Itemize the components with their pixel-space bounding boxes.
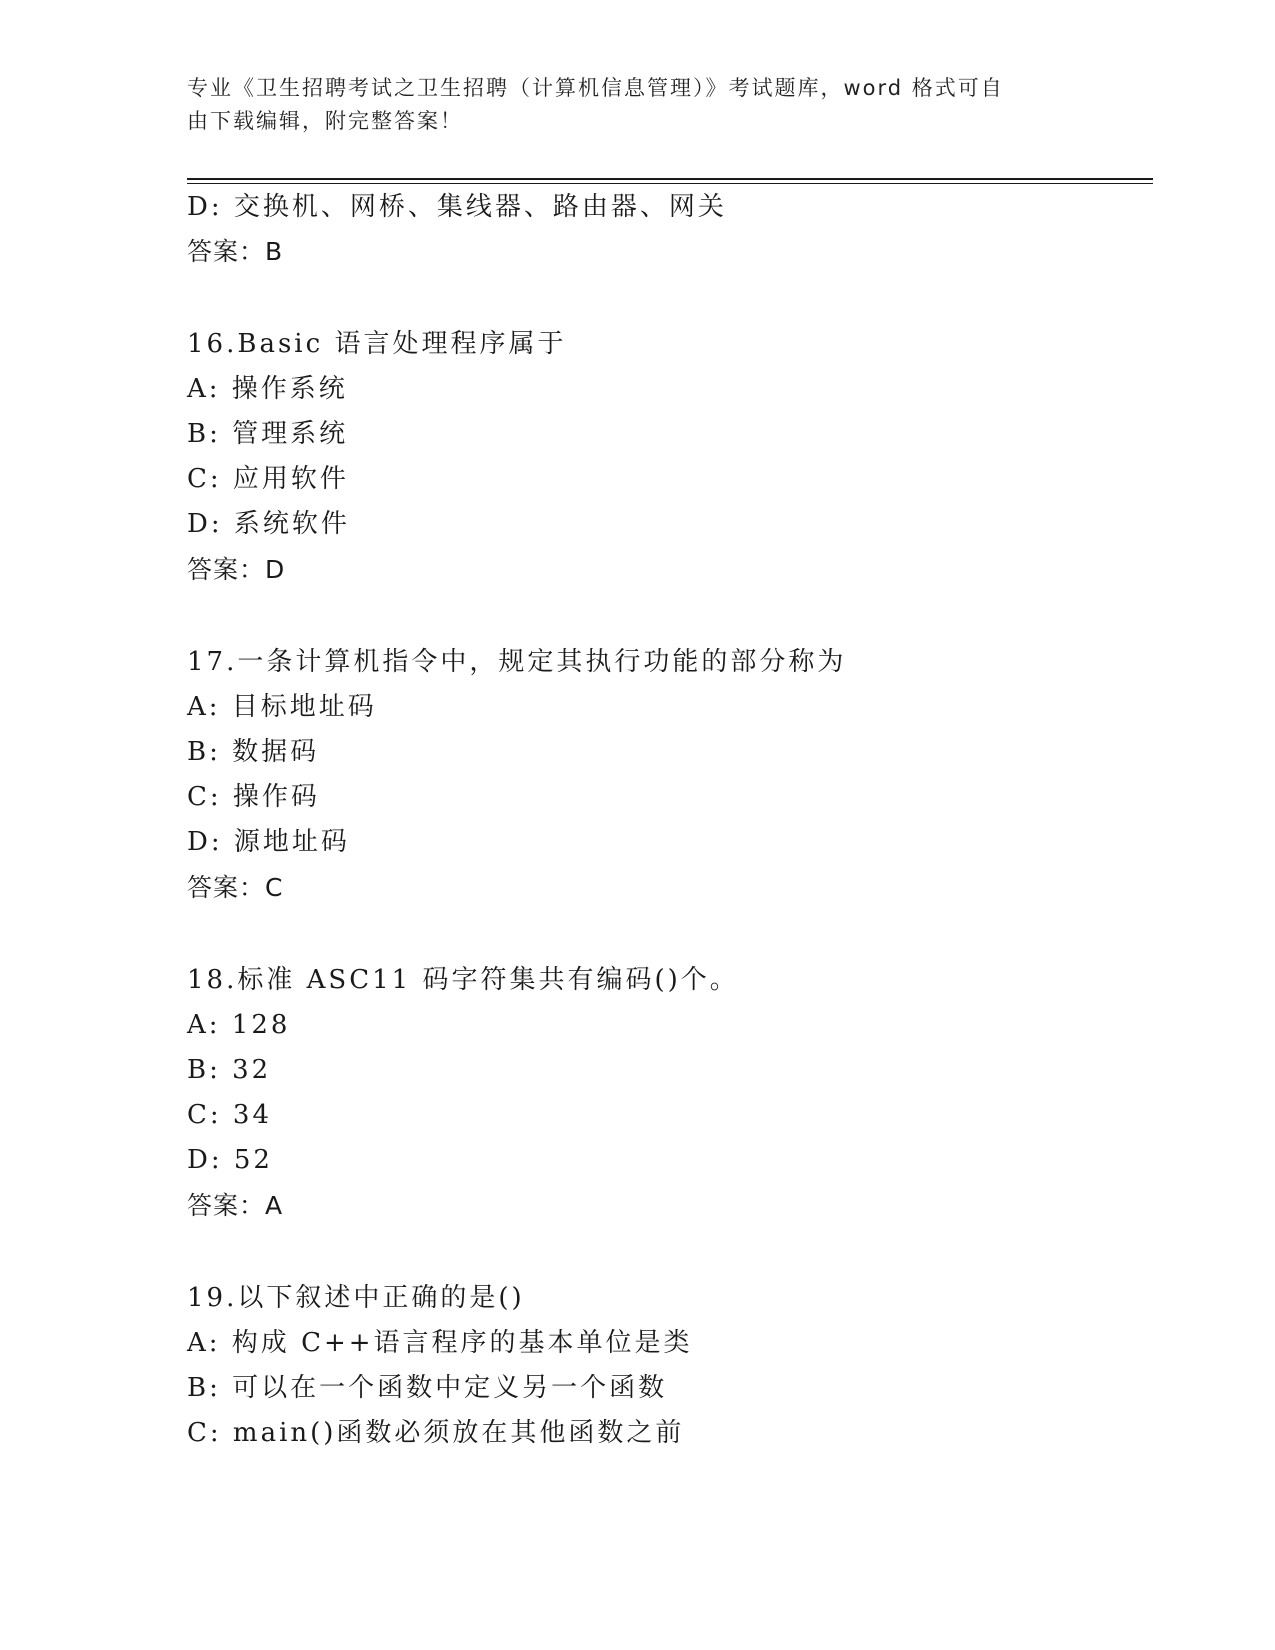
question-16-option-c: C: 应用软件: [187, 464, 349, 494]
header-divider-thin: [187, 183, 1153, 184]
question-18-option-c: C: 34: [187, 1100, 273, 1130]
question-19-option-b: B: 可以在一个函数中定义另一个函数: [187, 1373, 668, 1403]
header-line-2: 由下载编辑，附完整答案！: [187, 109, 463, 133]
header-line-1: 专业《卫生招聘考试之卫生招聘（计算机信息管理）》考试题库，word 格式可自: [187, 76, 1004, 100]
question-18-answer: 答案：A: [187, 1191, 284, 1220]
question-17-answer: 答案：C: [187, 873, 284, 902]
header-divider-thick: [187, 178, 1153, 180]
question-18-stem: 18.标准 ASC11 码字符集共有编码()个。: [187, 965, 739, 995]
question-17-stem: 17.一条计算机指令中，规定其执行功能的部分称为: [187, 647, 847, 677]
question-18-option-a: A: 128: [187, 1010, 291, 1040]
question-19-option-a: A: 构成 C++语言程序的基本单位是类: [187, 1328, 693, 1358]
question-17-option-c: C: 操作码: [187, 782, 320, 812]
question-16-option-d: D: 系统软件: [187, 509, 350, 539]
question-18-option-b: B: 32: [187, 1055, 272, 1085]
question-19-option-c: C: main()函数必须放在其他函数之前: [187, 1418, 685, 1448]
question-16-answer: 答案：D: [187, 555, 286, 584]
question-18-option-d: D: 52: [187, 1145, 273, 1175]
question-16-option-a: A: 操作系统: [187, 374, 348, 404]
document-header: [187, 72, 1087, 138]
question-17-option-d: D: 源地址码: [187, 827, 350, 857]
prev-option-d: D: 交换机、网桥、集线器、路由器、网关: [187, 192, 727, 222]
question-17-option-a: A: 目标地址码: [187, 692, 377, 722]
question-17-option-b: B: 数据码: [187, 737, 320, 767]
question-16-stem: 16.Basic 语言处理程序属于: [187, 329, 567, 359]
question-19-stem: 19.以下叙述中正确的是(): [187, 1283, 525, 1313]
prev-answer: 答案：B: [187, 237, 284, 266]
question-16-option-b: B: 管理系统: [187, 419, 349, 449]
